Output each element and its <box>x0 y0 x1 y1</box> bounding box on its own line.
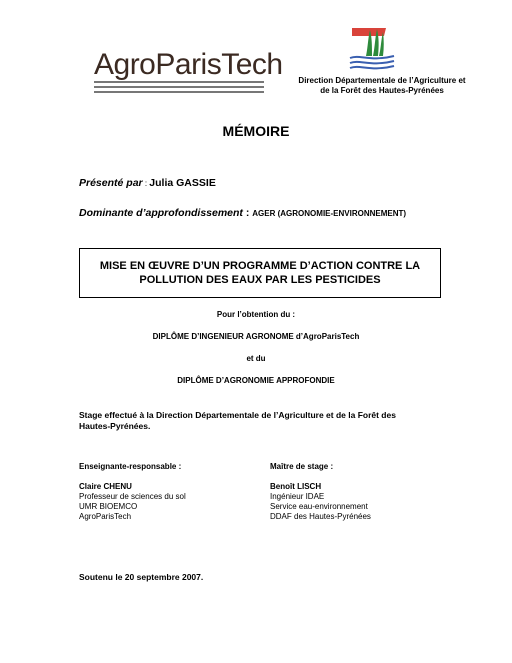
internship-master-heading: Maître de stage : <box>270 462 334 471</box>
author-name: Julia GASSIE <box>149 177 216 189</box>
thesis-title-line2: POLLUTION DES EAUX PAR LES PESTICIDES <box>139 274 381 286</box>
internship-master-block <box>270 482 371 522</box>
dominante-value: AGER (AGRONOMIE-ENVIRONNEMENT) <box>252 209 407 218</box>
supervisor-name: Claire CHENU <box>79 482 132 491</box>
stage-line2: Hautes-Pyrénées. <box>79 421 151 431</box>
and-text: et du <box>246 354 266 363</box>
thesis-title <box>80 259 440 287</box>
diploma-2: DIPLÔME D’AGRONOMIE APPROFONDIE <box>177 376 335 385</box>
ddaf-title <box>296 76 468 96</box>
supervisor-unit: UMR BIOEMCO <box>79 502 138 511</box>
dominante-label: Dominante d’approfondissement <box>79 207 243 219</box>
presented-by-row <box>79 177 216 189</box>
ddaf-title-line1: Direction Départementale de l’Agriculture et <box>298 76 466 85</box>
dominante-sep: : <box>242 207 253 219</box>
thesis-title-box <box>79 248 441 298</box>
dominante-row <box>79 207 406 219</box>
internship-master-service: Service eau-environnement <box>270 502 368 511</box>
supervisor-institution: AgroParisTech <box>79 512 132 521</box>
defense-date: Soutenu le 20 septembre 2007. <box>79 572 204 582</box>
internship-master-name: Benoît LISCH <box>270 482 322 491</box>
thesis-title-line1: MISE EN ŒUVRE D’UN PROGRAMME D’ACTION CONTRE LA <box>99 260 421 272</box>
supervisor-title: Professeur de sciences du sol <box>79 492 186 501</box>
supervisor-block <box>79 482 186 522</box>
stage-line1: Stage effectué à la Direction Départementale de l’Agriculture et de la Forêt des <box>79 410 396 420</box>
diploma-1: DIPLÔME D’INGENIEUR AGRONOME d’AgroParisTech <box>152 332 360 341</box>
internship-statement <box>79 410 449 432</box>
presented-label: Présenté par <box>79 177 143 189</box>
ddaf-emblem-icon <box>346 26 398 74</box>
obtention-text: Pour l’obtention du : <box>216 310 296 319</box>
presented-sep: : <box>142 179 150 188</box>
internship-master-org: DDAF des Hautes-Pyrénées <box>270 512 371 521</box>
agroparistech-logo-text: AgroParisTech <box>94 48 283 81</box>
document-title: MÉMOIRE <box>222 123 290 139</box>
logo-subtitle-lines <box>94 81 264 96</box>
supervisor-heading: Enseignante-responsable : <box>79 462 182 471</box>
ddaf-title-line2: de la Forêt des Hautes-Pyrénées <box>320 86 444 95</box>
internship-master-title: Ingénieur IDAE <box>270 492 325 501</box>
agroparistech-logo <box>94 48 283 94</box>
